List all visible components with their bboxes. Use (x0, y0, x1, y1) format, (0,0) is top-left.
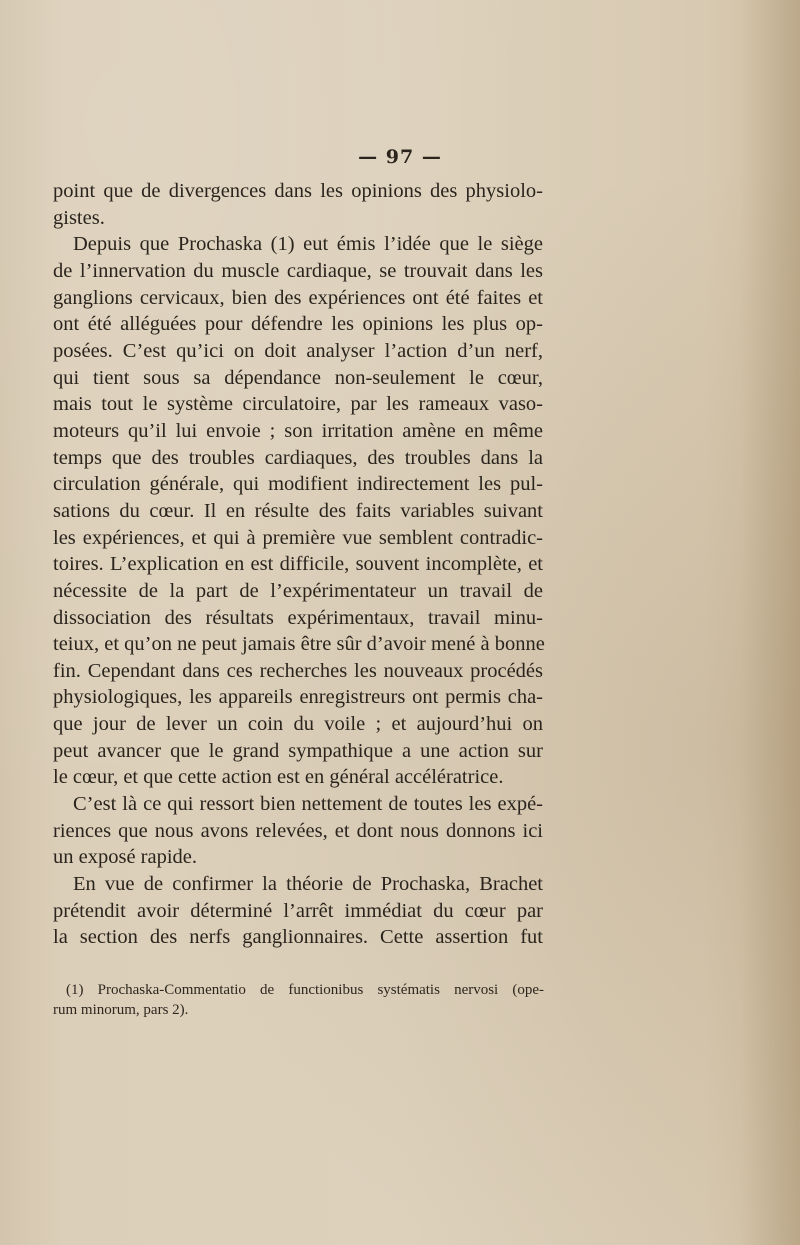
text-line: toires. L’explication en est difficile, souvent incomplète, et (53, 553, 543, 576)
text-line: qui tient sous sa dépendance non-seulement le cœur, (53, 366, 543, 389)
text-line: la section des nerfs ganglionnaires. Cette assertion fut (53, 926, 543, 949)
text-line: prétendit avoir déterminé l’arrêt immédiat du cœur par (53, 899, 543, 922)
text-line: point que de divergences dans les opinions des physiolo- (53, 180, 543, 202)
text-line: que jour de lever un coin du voile ; et aujourd’hui on (53, 713, 543, 736)
text-line: nécessite de la part de l’expérimentateur un travail de (53, 579, 543, 602)
text-line: physiologiques, les appareils enregistreurs ont permis cha- (53, 686, 543, 709)
text-line: dissociation des résultats expérimentaux, travail minu- (53, 606, 543, 629)
text-line: gistes. (53, 206, 105, 229)
text-line: un exposé rapide. (53, 846, 198, 869)
text-line: C’est là ce qui ressort bien nettement de toutes les expé- (73, 793, 543, 816)
text-line: Depuis que Prochaska (1) eut émis l’idée que le siège (73, 233, 543, 256)
text-line: mais tout le système circulatoire, par les rameaux vaso- (53, 393, 543, 416)
text-line: peut avancer que le grand sympathique a une action sur (53, 739, 543, 762)
footnote (53, 980, 544, 1020)
page-edge-shadow (740, 0, 800, 1245)
text-line: de l’innervation du muscle cardiaque, se trouvait dans les (53, 259, 543, 282)
text-line: moteurs qu’il lui envoie ; son irritation amène en même (53, 419, 543, 442)
text-line: posées. C’est qu’ici on doit analyser l’action d’un nerf, (53, 339, 543, 362)
text-line: riences que nous avons relevées, et dont nous donnons ici (53, 819, 543, 842)
text-line: temps que des troubles cardiaques, des troubles dans la (53, 446, 543, 469)
text-line: teiux, et qu’on ne peut jamais être sûr d’avoir mené à bonne (53, 633, 545, 656)
text-line: sations du cœur. Il en résulte des faits variables suivant (53, 499, 543, 522)
footnote-line: rum minorum, pars 2). (53, 1002, 189, 1018)
text-line: les expériences, et qui à première vue semblent contradic- (53, 526, 543, 549)
page-number: — 97 — (358, 146, 442, 168)
text-line: ont été alléguées pour défendre les opinions les plus op- (53, 313, 543, 336)
text-line: circulation générale, qui modifient indirectement les pul- (53, 473, 543, 496)
footnote-line: (1) Prochaska-Commentatio de functionibus systématis nervosi (ope- (66, 982, 544, 998)
text-line: ganglions cervicaux, bien des expériences ont été faites et (53, 286, 543, 309)
text-line: fin. Cependant dans ces recherches les nouveaux procédés (53, 659, 543, 682)
text-line: le cœur, et que cette action est en général accélératrice. (53, 766, 504, 789)
body-text (53, 178, 543, 951)
text-line: En vue de confirmer la théorie de Prochaska, Brachet (73, 873, 543, 896)
